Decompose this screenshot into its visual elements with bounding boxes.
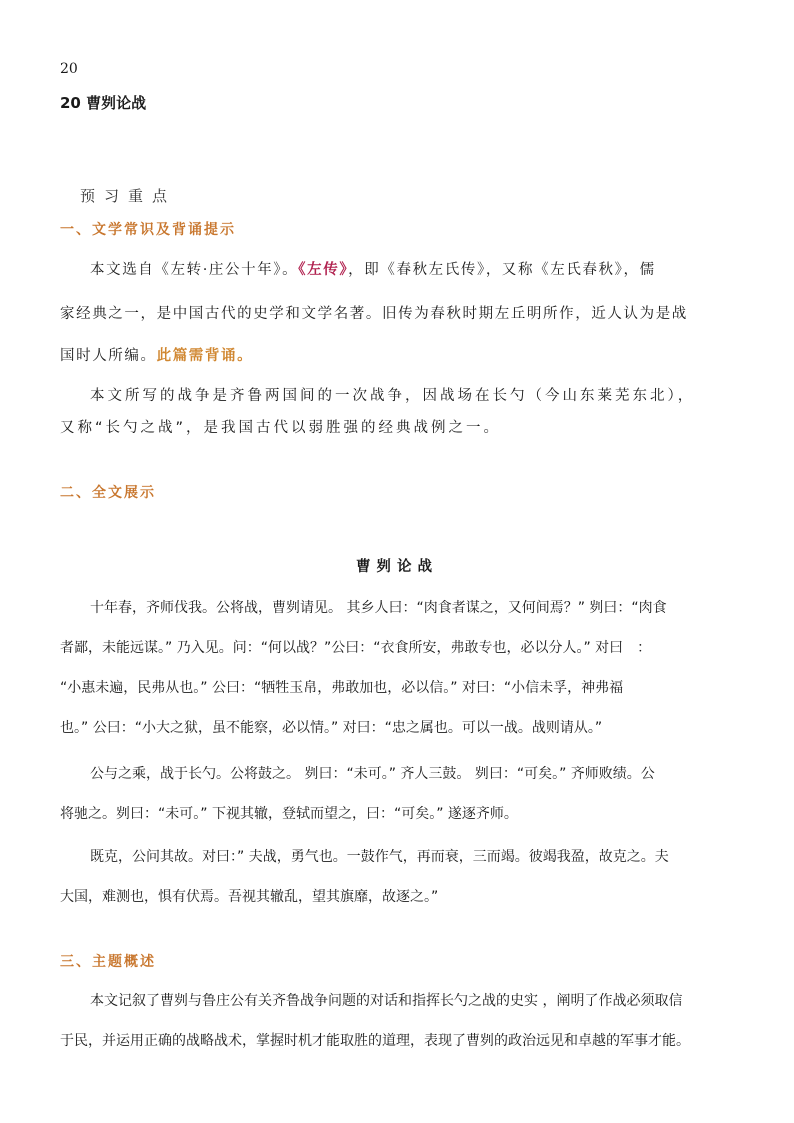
- text-paragraph-2: [60, 763, 734, 823]
- battle-paragraph: [60, 384, 734, 444]
- text-paragraph-1: [60, 597, 734, 737]
- text-title: 曹刿论战: [356, 559, 438, 575]
- theme-line-2: 于民，并运用正确的战略战术，掌握时机才能取胜的道理，表现了曹刿的政治远见和卓越的军事才能。: [60, 1033, 690, 1049]
- text-line: 将驰之。刿曰：“未可。” 下视其辙，登轼而望之，曰：“可矣。” 遂逐齐师。: [60, 806, 518, 822]
- text-line: 者鄙，未能远谋。” 乃入见。问：“何以战？”公曰：“衣食所安，弗敢专也，必以分人。” 对曰 ：: [60, 640, 652, 656]
- page-number: 20: [60, 61, 78, 77]
- section-heading-literary-knowledge: 一、文学常识及背诵提示: [60, 222, 236, 238]
- intro-line-1: [90, 258, 656, 279]
- text-line: 大国，难测也，惧有伏焉。吾视其辙乱，望其旗靡，故逐之。”: [60, 889, 439, 905]
- intro-line-2: 家经典之一，是中国古代的史学和文学名著。旧传为春秋时期左丘明所作，近人认为是战: [60, 306, 688, 322]
- theme-line-1: 本文记叙了曹刿与鲁庄公有关齐鲁战争问题的对话和指挥长勺之战的史实 ，阐明了作战必须取信: [90, 993, 683, 1009]
- intro-line-3: [60, 344, 253, 365]
- text-line: 公与之乘，战于长勺。公将鼓之。 刿曰：“未可。” 齐人三鼓。 刿曰：“可矣。” 齐师败绩。公: [90, 766, 655, 782]
- intro-text: 本文选自《左转·庄公十年》。: [90, 262, 299, 278]
- text-line: 也。” 公曰：“小大之狱，虽不能察，必以情。” 对曰：“忠之属也。可以一战。战则请从。”: [60, 720, 603, 736]
- lesson-title: 20 曹刿论战: [60, 94, 147, 112]
- section-heading-full-text: 二、全文展示: [60, 485, 156, 501]
- text-line: 既克，公问其故。对曰：” 夫战，勇气也。一鼓作气，再而衰，三而竭。彼竭我盈，故克之。夫: [90, 849, 669, 865]
- text-line: “小惠未遍，民弗从也。” 公曰：“牺牲玉帛，弗敢加也，必以信。” 对曰：“小信未孚，神弗福: [60, 680, 624, 696]
- text-paragraph-3: [60, 846, 734, 906]
- intro-text: 国时人所编。: [60, 348, 157, 364]
- battle-line-2: 又称“长勺之战”，是我国古代以弱胜强的经典战例之一。: [60, 420, 502, 436]
- theme-paragraph: [60, 990, 734, 1060]
- text-line: 十年春，齐师伐我。公将战，曹刿请见。 其乡人曰：“肉食者谋之，又何间焉？” 刿曰：“肉食: [90, 600, 667, 616]
- battle-line-1: 本文所写的战争是齐鲁两国间的一次战争，因战场在长勺（今山东莱芜东北），: [90, 388, 696, 404]
- section-heading-theme: 三、主题概述: [60, 954, 156, 970]
- intro-paragraph: [60, 258, 734, 378]
- intro-text: ，即《春秋左氏传》，又称《左氏春秋》，儒: [348, 262, 656, 278]
- recite-note: 此篇需背诵。: [156, 348, 254, 364]
- preview-heading: 预习重点: [80, 187, 177, 205]
- zuozhuan-highlight: 《左传》: [298, 262, 349, 278]
